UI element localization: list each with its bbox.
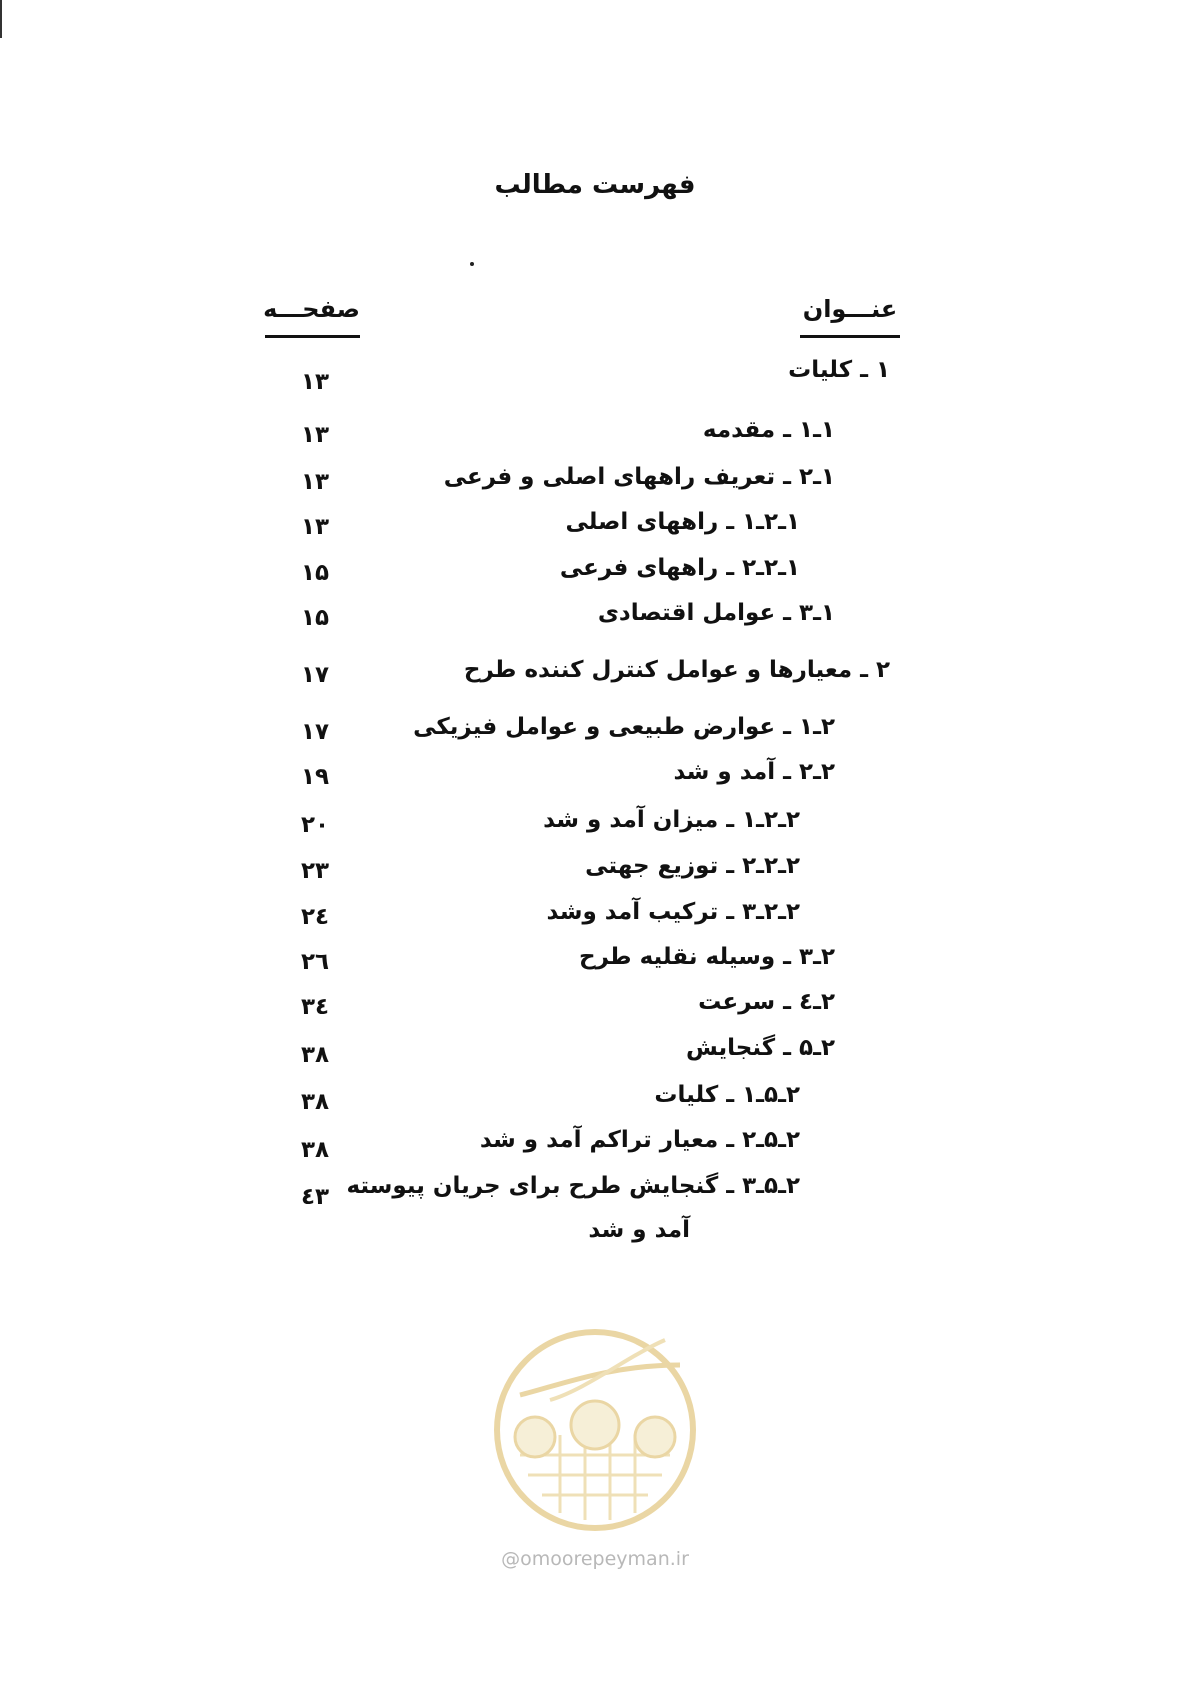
toc-entry: ۲ـ۲ـ۲ ـ توزیع جهتی bbox=[585, 853, 800, 879]
toc-entry: ۲ـ۲ـ۳ ـ ترکیب آمد وشد bbox=[546, 899, 800, 925]
page-title: فهرست مطالب bbox=[494, 170, 696, 200]
toc-entry-continuation: آمد و شد bbox=[588, 1217, 690, 1243]
toc-page-number: ۱۳ bbox=[300, 469, 330, 495]
toc-page-number: ۱۳ bbox=[300, 514, 330, 540]
toc-entry: ۱ـ۲ ـ تعریف راههای اصلی و فرعی bbox=[443, 464, 835, 490]
toc-page-number: ۳۸ bbox=[300, 1089, 330, 1115]
toc-entry: ۲ـ۲ ـ آمد و شد bbox=[673, 759, 835, 785]
toc-page-number: ۱۹ bbox=[300, 764, 330, 790]
toc-entry: ۲ـ۵ـ۱ ـ کلیات bbox=[654, 1082, 800, 1108]
toc-page-number: ۱۳ bbox=[300, 422, 330, 448]
subject-column-header: عنـــوان bbox=[800, 295, 900, 338]
page-column-header: صفحـــه bbox=[265, 295, 360, 338]
watermark-site-text: @omoorepeyman.ir bbox=[501, 1548, 689, 1570]
toc-entry: ۲ـ۳ ـ وسیله نقلیه طرح bbox=[579, 944, 835, 970]
toc-entry: ۲ـ٤ ـ سرعت bbox=[698, 989, 835, 1015]
toc-entry: ۱ـ۲ـ۱ ـ راههای اصلی bbox=[565, 509, 800, 535]
toc-entry: ۲ـ۲ـ۱ ـ میزان آمد و شد bbox=[543, 807, 800, 833]
toc-page-number: ۳۸ bbox=[300, 1042, 330, 1068]
toc-page-number: ۲٦ bbox=[300, 949, 330, 975]
scan-edge-mark bbox=[0, 0, 2, 38]
toc-page-number: ۱۳ bbox=[300, 369, 330, 395]
toc-page-number: ۲۳ bbox=[300, 858, 330, 884]
watermark-logo-icon bbox=[490, 1325, 700, 1535]
toc-entry: ۱ـ۲ـ۲ ـ راههای فرعی bbox=[559, 555, 800, 581]
toc-entry: ۲ـ۱ ـ عوارض طبیعی و عوامل فیزیکی bbox=[413, 714, 835, 740]
stray-dot bbox=[470, 262, 474, 266]
toc-page-number: ۲٤ bbox=[300, 904, 330, 930]
toc-page-number: ۱۵ bbox=[300, 560, 330, 586]
toc-entry: ۲ـ۵ـ۳ ـ گنجایش طرح برای جریان پیوسته bbox=[346, 1173, 800, 1199]
toc-entry: ۱ ـ كليات bbox=[788, 357, 890, 383]
toc-entry: ۱ـ۱ ـ مقدمه bbox=[702, 417, 835, 443]
toc-entry: ۲ـ۵ ـ گنجایش bbox=[686, 1035, 835, 1061]
toc-page-number: ۱۵ bbox=[300, 605, 330, 631]
toc-entry: ۲ ـ معیارها و عوامل کنترل کننده طرح bbox=[463, 657, 890, 683]
toc-page-number: ۱۷ bbox=[300, 719, 330, 745]
toc-entry: ۲ـ۵ـ۲ ـ معیار تراکم آمد و شد bbox=[479, 1127, 800, 1153]
toc-page-number: ۳۸ bbox=[300, 1137, 330, 1163]
toc-entry: ۱ـ۳ ـ عوامل اقتصادی bbox=[597, 600, 835, 626]
toc-page-number: ۲۰ bbox=[300, 812, 330, 838]
toc-page-number: ۱۷ bbox=[300, 662, 330, 688]
toc-page-number: ٤۳ bbox=[300, 1184, 330, 1210]
toc-page-number: ۳٤ bbox=[300, 994, 330, 1020]
